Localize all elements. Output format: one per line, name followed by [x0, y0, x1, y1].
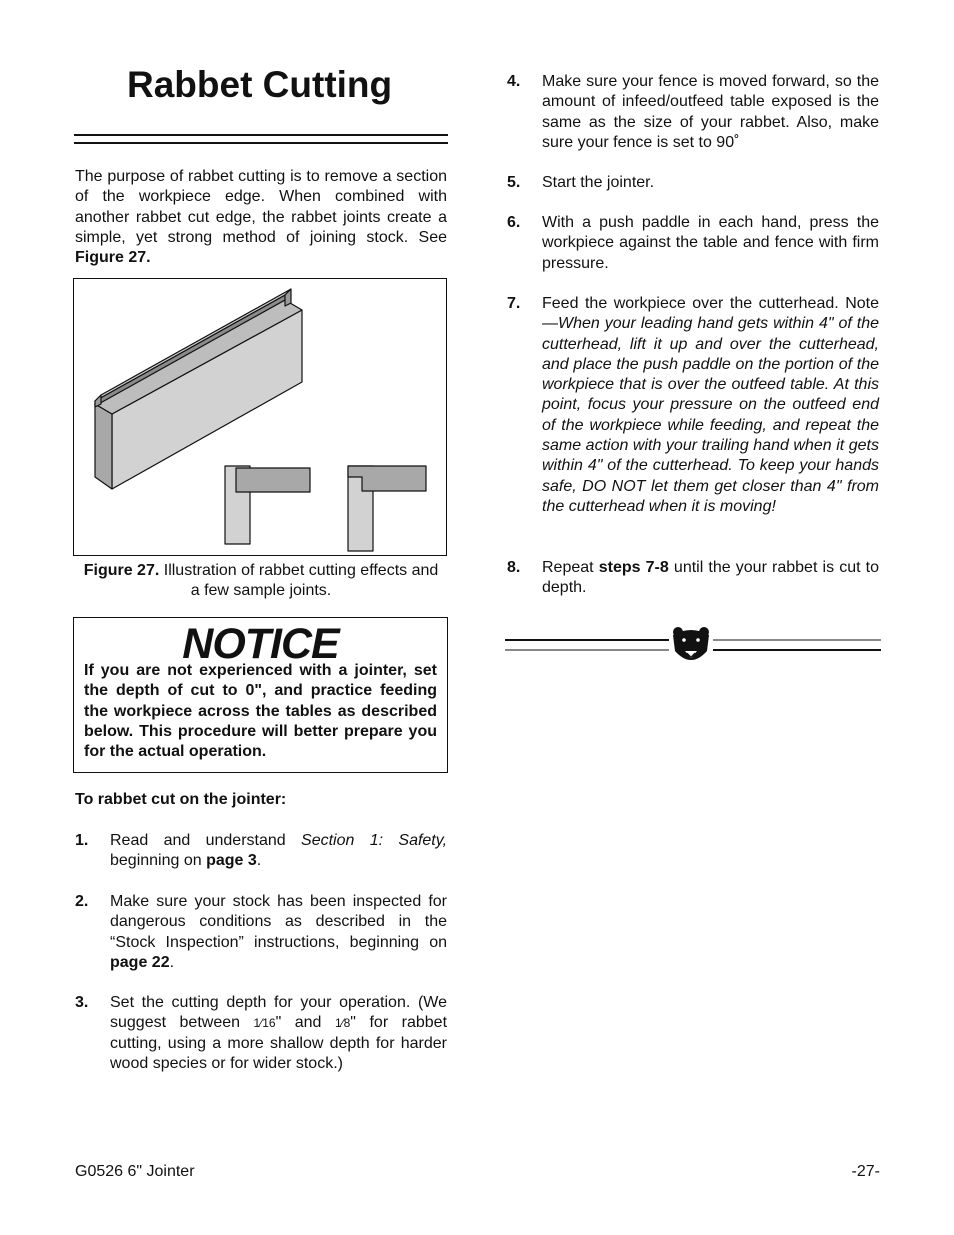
- procedure-heading: To rabbet cut on the jointer:: [75, 791, 287, 808]
- footer-model: G0526 6" Jointer: [75, 1163, 195, 1180]
- figure-reference: Figure 27.: [75, 249, 151, 267]
- rabbet-illustration: [74, 279, 445, 554]
- step-5: 5. Start the jointer.: [507, 174, 655, 191]
- step-7: 7. Feed the workpiece over the cutterhead. Note—When your leading hand gets within 4" of the cutterhead, lift it up and over the cutterhead, and place the push paddle on the portion of the workpiece that is over the outfeed table. At this point, focus your pressure on the outfeed end of the workpiece while feeding, and repeat the same action with your trailing hand when it gets within 4" of the cutterhead. To keep your hands safe, DO NOT let them get closer than 4" from the cutterhead when it is moving!: [507, 295, 879, 515]
- step-2: 2. Make sure your stock has been inspected for dangerous conditions as described in the “Stock Inspection” instructions, beginning on page 22.: [75, 893, 447, 971]
- intro-paragraph: The purpose of rabbet cutting is to remove a section of the workpiece edge. When combined with another rabbet cut edge, the rabbet joints create a simple, yet strong method of joining stock. See Figure 27.: [75, 168, 447, 267]
- page-number: -27-: [851, 1163, 880, 1180]
- step-8: 8. Repeat steps 7-8 until the your rabbet is cut to depth.: [507, 559, 880, 597]
- notice-text: If you are not experienced with a jointer, set the depth of cut to 0", and practice feeding the workpiece across the tables as described below. This procedure will better prepare you for the actual operation.: [84, 662, 437, 761]
- notice-title: NOTICE: [182, 620, 339, 668]
- figure-27: [73, 278, 447, 556]
- page-title: Rabbet Cutting: [127, 64, 393, 105]
- step-4: 4. Make sure your fence is moved forward, so the amount of infeed/outfeed table exposed is the same as the size of your rabbet. Also, make sure your fence is set to 90˚: [507, 73, 879, 151]
- step-6: 6. With a push paddle in each hand, press the workpiece against the table and fence with firm pressure.: [507, 214, 879, 272]
- figure-caption: Figure 27. Illustration of rabbet cutting effects and a few sample joints.: [83, 562, 439, 600]
- notice-box: [73, 617, 448, 773]
- bear-head-icon: [673, 627, 709, 660]
- step-1: 1. Read and understand Section 1: Safety, beginning on page 3.: [75, 832, 448, 870]
- step-3: 3. Set the cutting depth for your operation. (We suggest between 1⁄16" and 1⁄8" for rabbet cutting, using a more shallow depth for harder wood species or for wider stock.): [75, 994, 448, 1072]
- section-end-rule: [505, 625, 881, 665]
- title-underline: [74, 134, 448, 144]
